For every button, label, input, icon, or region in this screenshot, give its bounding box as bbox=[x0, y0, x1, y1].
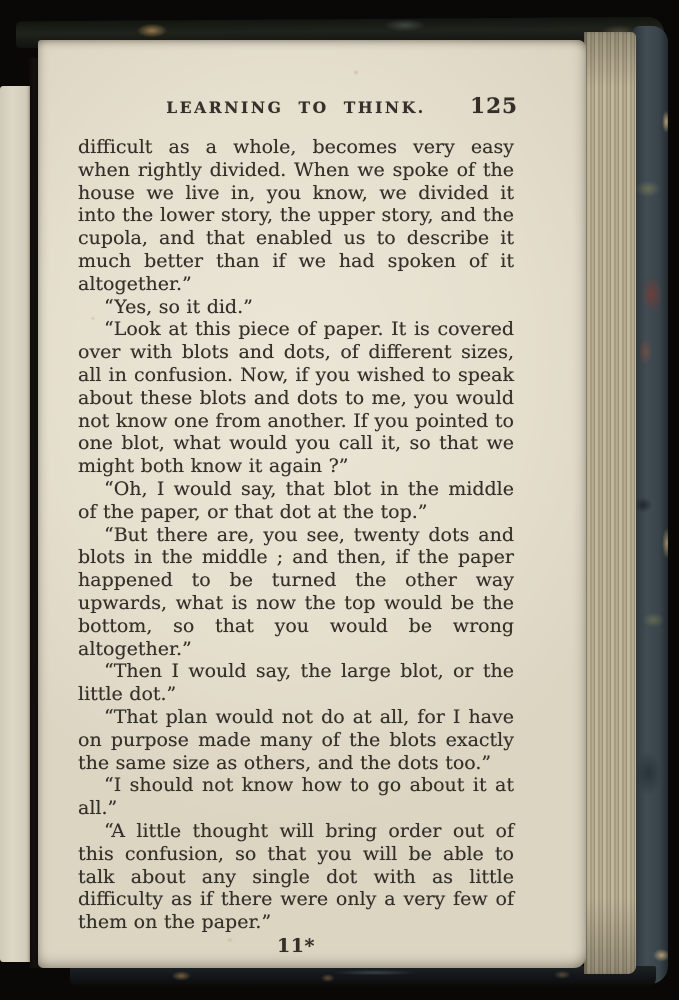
paragraph: “Oh, I would say, that blot in the middle of the paper, or that dot at the top.” bbox=[78, 477, 514, 523]
paragraph: “I should not know how to go about it at all.” bbox=[78, 774, 514, 820]
page-number: 125 bbox=[470, 94, 518, 119]
page-body bbox=[78, 136, 514, 958]
paragraph: “That plan would not do at all, for I have on purpose made many of the blots exactly the same size as others, and the dots too.” bbox=[78, 705, 514, 774]
page-block-fore-edge bbox=[584, 32, 636, 974]
paragraph: “Yes, so it did.” bbox=[104, 295, 253, 318]
paragraph: “But there are, you see, twenty dots and blots in the middle ; and then, if the paper happened to be turned the other way upwards, what is now the top would be the bottom, so that you would be wrong altogether.” bbox=[78, 523, 514, 660]
book-page bbox=[38, 40, 586, 968]
book-cover-bottom-edge bbox=[70, 966, 656, 988]
facing-page-strip bbox=[0, 86, 30, 962]
paragraph: “A little thought will bring order out of this confusion, so that you will be able to talk about any single dot with as little difficulty as if there were only a very few of them on the paper.” bbox=[78, 819, 514, 934]
marbled-cover-edge bbox=[632, 26, 668, 984]
paragraph: “Then I would say, the large blot, or the little dot.” bbox=[78, 660, 514, 706]
page-header bbox=[78, 94, 518, 124]
signature-mark: 11* bbox=[277, 934, 315, 957]
paragraph: “Look at this piece of paper. It is covered over with blots and dots, of different sizes, all in confusion. Now, if you wished to speak about these blots and dots to me, you would not know one from another. If you pointed to one blot, what would you call it, so that we might both know it again ?” bbox=[78, 318, 514, 478]
running-title: LEARNING TO THINK. bbox=[166, 98, 426, 117]
paragraph: difficult as a whole, becomes very easy when rightly divided. When we spoke of the house we live in, you know, we divided it into the lower story, the upper story, and the cupola, and that enabled us to describe it much better than if we had spoken of it altogether.” bbox=[78, 136, 514, 295]
